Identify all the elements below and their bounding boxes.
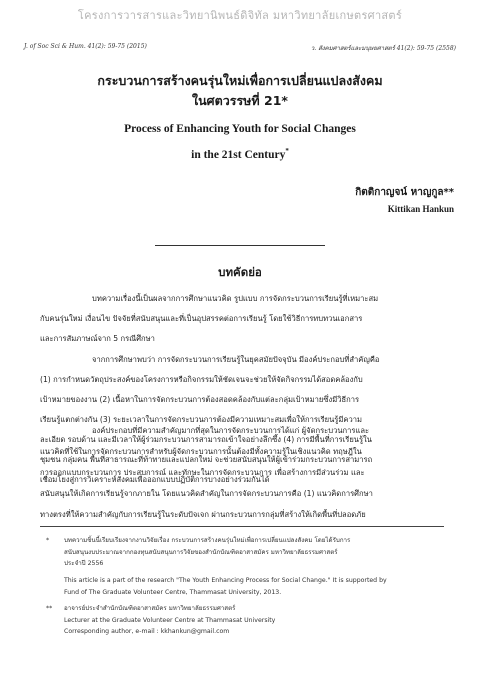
abstract-line: องค์ประกอบที่มีความสำคัญมากที่สุดในการจัดกระบวนการได้แก่ ผู้จัดกระบวนการและ <box>92 426 370 435</box>
abstract-line: จากการศึกษาพบว่า การจัดกระบวนการเรียนรู้ในยุคสมัยปัจจุบัน มีองค์ประกอบที่สำคัญคือ <box>92 355 380 364</box>
title-english-line-1: Process of Enhancing Youth for Social Changes <box>124 123 356 135</box>
title-footnote-mark: * <box>285 147 289 155</box>
footnote-2 <box>40 603 444 638</box>
abstract-line: เรียนรู้แตกต่างกัน (3) ระยะเวลาในการจัดกระบวนการต้องมีความเหมาะสมเพื่อให้การเรียนรู้มีความ <box>40 415 362 424</box>
running-head-left: J. of Soc Sci & Hum. 41(2): 59-75 (2015) <box>24 43 147 50</box>
title-thai-line-2: ในศตวรรษที่ 21* <box>192 93 288 108</box>
footnote-line: ประจำปี 2556 <box>64 560 104 567</box>
footnote-1-english <box>40 575 444 598</box>
abstract-line: กับคนรุ่นใหม่ เงื่อนไข ปัจจัยที่สนับสนุนและที่เป็นอุปสรรคต่อการเรียนรู้ โดยใช้วิธีการทบทวนเอกสาร <box>40 314 363 323</box>
running-head-right: ว. สังคมศาสตร์และมนุษยศาสตร์ 41(2): 59-75 (2558) <box>310 45 456 52</box>
title-thai-line-1: กระบวนการสร้างคนรุ่นใหม่เพื่อการเปลี่ยนแปลงสังคม <box>97 73 383 88</box>
footnote-mark: ** <box>46 605 53 612</box>
title-english-line-2-text: in the 21st Century <box>191 148 286 161</box>
watermark: โครงการวารสารและวิทยานิพนธ์ดิจิทัล มหาวิทยาลัยเกษตรศาสตร์ <box>77 9 403 22</box>
abstract-line: ละเอียด รอบด้าน และมีเวลาให้ผู้ร่วมกระบวนการสามารถเข้าใจอย่างลึกซึ้ง (4) การมีพื้นที่การเรียนรู้ใน <box>40 435 372 444</box>
footnote-mark: * <box>46 537 50 544</box>
footnote-line: This article is a part of the research "The Youth Enhancing Process for Social Change." It is supported by <box>64 577 387 584</box>
abstract-line: สนับสนุนให้เกิดการเรียนรู้จากภายใน โดยแนวคิดสำคัญในการจัดกระบวนการคือ (1) แนวคิดการศึกษา <box>40 489 373 498</box>
abstract-line: บทความเรื่องนี้เป็นผลจากการศึกษาแนวคิด รูปแบบ การจัดกระบวนการเรียนรู้ที่เหมาะสม <box>92 294 379 303</box>
abstract-line: (1) การกำหนดวัตถุประสงค์ของโครงการหรือกิจกรรมให้ชัดเจนจะช่วยให้จัดกิจกรรมได้สอดคล้องกับ <box>40 375 363 384</box>
footnote-line: Fund of The Graduate Volunteer Centre, Thammasat University, 2013. <box>64 588 282 596</box>
abstract-line: เป้าหมายของงาน (2) เนื้อหาในการจัดกระบวนการต้องสอดคล้องกับแต่ละกลุ่มเป้าหมายซึ่งมีวิธีการ <box>40 395 360 404</box>
abstract-paragraph-3 <box>40 420 444 525</box>
abstract-line: การออกแบบกระบวนการ ประสบการณ์ และทักษะในการจัดกระบวนการ เพื่อสร้างการมีส่วนร่วม และ <box>40 468 365 477</box>
footnote-1 <box>40 535 444 570</box>
author-name-english: Kittikan Hankun <box>387 204 454 214</box>
section-divider <box>155 245 325 246</box>
abstract-line: เชื่อมโยงสู่การวิเคราะห์สังคมเพื่อออกแบบปฏิบัติการบางอย่างร่วมกันได้ <box>40 475 270 484</box>
abstract-line: ทางตรงที่ให้ความสำคัญกับการเรียนรู้ในระดับปัจเจก ผ่านกระบวนการกลุ่มที่สร้างให้เกิดพื้นที่ปลอดภัย <box>40 510 366 519</box>
footnote-divider <box>40 526 444 527</box>
abstract-paragraph-1 <box>40 289 444 349</box>
footnote-line: Corresponding author, e-mail : kkhankun@gmail.com <box>64 628 230 635</box>
author-name-thai: กิตติกาญจน์ หาญกูล** <box>355 187 454 198</box>
abstract-line: ชุมชน กลุ่มคน พื้นที่สาธารณะที่ท้าทายและแปลกใหม่ จะช่วยสนับสนุนให้ผู้เข้าร่วมกระบวนการสามารถ <box>40 455 373 464</box>
title-english-line-2 <box>0 143 480 164</box>
abstract-heading: บทคัดย่อ <box>218 265 262 279</box>
footnote-line: สนับสนุนงบประมาณจากกองทุนสนับสนุนการวิจัยของสำนักบัณฑิตอาสาสมัคร มหาวิทยาลัยธรรมศาสตร์ <box>64 548 338 556</box>
abstract-line: แนวคิดที่ใช้ในการจัดกระบวนการสำหรับผู้จัดกระบวนการนั้นต้องมีทั้งความรู้ในเชิงแนวคิด ทฤษฎีใน <box>40 447 362 456</box>
footnote-line: Lecturer at the Graduate Volunteer Centre at Thammasat University <box>64 616 276 624</box>
footnote-line: อาจารย์ประจำสำนักบัณฑิตอาสาสมัคร มหาวิทยาลัยธรรมศาสตร์ <box>64 605 236 612</box>
footnote-line: บทความชิ้นนี้เรียบเรียงจากงานวิจัยเรื่อง กระบวนการสร้างคนรุ่นใหม่เพื่อการเปลี่ยนแปลงสังคม โดยได้รับการ <box>64 537 351 544</box>
abstract-line: และการสัมภาษณ์จาก 5 กรณีศึกษา <box>40 334 155 343</box>
